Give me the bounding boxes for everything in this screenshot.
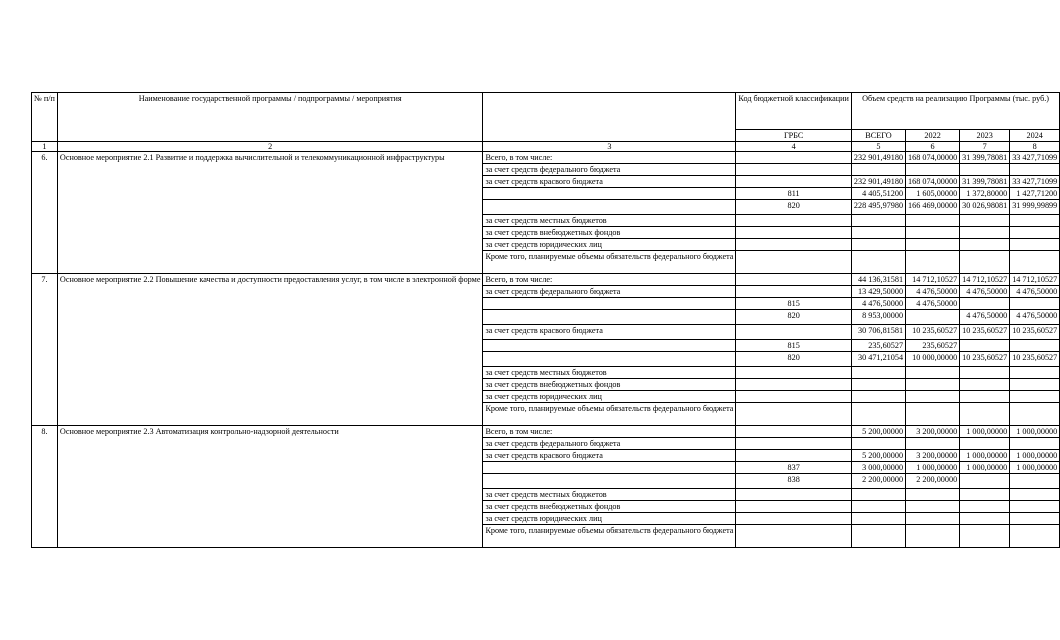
year-2023-cell — [960, 215, 1010, 227]
year-2023-cell — [960, 251, 1010, 274]
year-2024-cell — [1010, 474, 1060, 489]
year-2024-cell — [1010, 340, 1060, 352]
grbs-cell: 811 — [736, 188, 852, 200]
activity-name: Основное мероприятие 2.3 Автоматизация контрольно-надзорной деятельности — [57, 426, 483, 548]
source-cell: за счет средств юридических лиц — [483, 391, 736, 403]
year-2023-cell — [960, 525, 1010, 548]
year-2023-cell — [960, 164, 1010, 176]
source-cell — [483, 340, 736, 352]
year-2022-cell — [906, 513, 960, 525]
year-2023-cell — [960, 474, 1010, 489]
grbs-cell — [736, 286, 852, 298]
source-cell: за счет средств местных бюджетов — [483, 367, 736, 379]
table-row — [32, 274, 1060, 286]
total-cell — [851, 489, 905, 501]
total-cell — [851, 391, 905, 403]
source-cell: Кроме того, планируемые объемы обязательств федерального бюджета — [483, 403, 736, 426]
colnum: 6 — [906, 142, 960, 152]
grbs-cell — [736, 489, 852, 501]
grbs-cell — [736, 426, 852, 438]
grbs-cell — [736, 274, 852, 286]
row-number: 8. — [32, 426, 58, 548]
grbs-cell: 820 — [736, 310, 852, 325]
source-cell: за счет средств внебюджетных фондов — [483, 501, 736, 513]
total-cell — [851, 525, 905, 548]
year-2022-cell — [906, 501, 960, 513]
source-cell — [483, 474, 736, 489]
year-2022-cell — [906, 391, 960, 403]
total-cell — [851, 513, 905, 525]
source-cell: за счет средств местных бюджетов — [483, 489, 736, 501]
year-2022-cell — [906, 239, 960, 251]
year-2023-cell: 1 372,80000 — [960, 188, 1010, 200]
grbs-cell: 820 — [736, 200, 852, 215]
colnum: 1 — [32, 142, 58, 152]
header-year-2023: 2023 — [960, 130, 1010, 142]
grbs-cell — [736, 403, 852, 426]
year-2024-cell — [1010, 438, 1060, 450]
header-total: ВСЕГО — [851, 130, 905, 142]
year-2023-cell — [960, 298, 1010, 310]
colnum: 5 — [851, 142, 905, 152]
total-cell — [851, 367, 905, 379]
year-2024-cell — [1010, 164, 1060, 176]
year-2024-cell: 1 000,00000 — [1010, 426, 1060, 438]
year-2023-cell — [960, 501, 1010, 513]
year-2023-cell: 10 235,60527 — [960, 352, 1010, 367]
header-row — [32, 93, 1060, 130]
column-number-row — [32, 142, 1060, 152]
year-2022-cell: 168 074,00000 — [906, 176, 960, 188]
year-2024-cell — [1010, 379, 1060, 391]
source-cell: за счет средств красвого бюджета — [483, 325, 736, 340]
grbs-cell: 820 — [736, 352, 852, 367]
activity-name: Основное мероприятие 2.1 Развитие и поддержка вычислительной и телекоммуникационной инфраструктуры — [57, 152, 483, 274]
colnum: 3 — [483, 142, 736, 152]
year-2022-cell — [906, 310, 960, 325]
year-2023-cell: 1 000,00000 — [960, 462, 1010, 474]
year-2024-cell: 33 427,71099 — [1010, 152, 1060, 164]
year-2022-cell — [906, 367, 960, 379]
year-2022-cell — [906, 164, 960, 176]
total-cell — [851, 227, 905, 239]
grbs-cell: 815 — [736, 340, 852, 352]
year-2023-cell: 1 000,00000 — [960, 426, 1010, 438]
year-2022-cell: 168 074,00000 — [906, 152, 960, 164]
total-cell: 2 200,00000 — [851, 474, 905, 489]
year-2023-cell: 1 000,00000 — [960, 450, 1010, 462]
source-cell — [483, 200, 736, 215]
total-cell: 30 471,21054 — [851, 352, 905, 367]
year-2023-cell: 4 476,50000 — [960, 310, 1010, 325]
source-cell: за счет средств красвого бюджета — [483, 450, 736, 462]
year-2022-cell: 3 200,00000 — [906, 450, 960, 462]
source-cell — [483, 188, 736, 200]
total-cell: 5 200,00000 — [851, 426, 905, 438]
year-2023-cell — [960, 227, 1010, 239]
total-cell — [851, 215, 905, 227]
header-year-2024: 2024 — [1010, 130, 1060, 142]
grbs-cell — [736, 239, 852, 251]
header-name: Наименование государственной программы / подпрограммы / мероприятия — [57, 93, 483, 142]
total-cell — [851, 251, 905, 274]
year-2023-cell — [960, 367, 1010, 379]
total-cell: 30 706,81581 — [851, 325, 905, 340]
year-2023-cell — [960, 489, 1010, 501]
source-cell — [483, 462, 736, 474]
grbs-cell — [736, 501, 852, 513]
total-cell — [851, 239, 905, 251]
source-cell — [483, 298, 736, 310]
year-2023-cell: 30 026,98081 — [960, 200, 1010, 215]
header-grbs: ГРБС — [736, 130, 852, 142]
total-cell: 8 953,00000 — [851, 310, 905, 325]
activity-name: Основное мероприятие 2.2 Повышение качества и доступности предоставления услуг, в том числе в электронной форме — [57, 274, 483, 426]
total-cell: 232 901,49180 — [851, 176, 905, 188]
grbs-cell — [736, 215, 852, 227]
source-cell: за счет средств внебюджетных фондов — [483, 379, 736, 391]
total-cell: 3 000,00000 — [851, 462, 905, 474]
total-cell — [851, 379, 905, 391]
total-cell: 235,60527 — [851, 340, 905, 352]
table-row — [32, 152, 1060, 164]
total-cell: 4 405,51200 — [851, 188, 905, 200]
year-2023-cell: 31 399,78081 — [960, 152, 1010, 164]
budget-table — [31, 92, 1060, 548]
colnum: 7 — [960, 142, 1010, 152]
grbs-cell — [736, 367, 852, 379]
year-2024-cell: 10 235,60527 — [1010, 325, 1060, 340]
total-cell: 44 136,31581 — [851, 274, 905, 286]
year-2022-cell: 14 712,10527 — [906, 274, 960, 286]
grbs-cell — [736, 438, 852, 450]
year-2024-cell — [1010, 501, 1060, 513]
year-2023-cell — [960, 438, 1010, 450]
year-2022-cell — [906, 227, 960, 239]
grbs-cell — [736, 525, 852, 548]
year-2022-cell: 4 476,50000 — [906, 286, 960, 298]
total-cell — [851, 164, 905, 176]
year-2024-cell — [1010, 215, 1060, 227]
source-cell: за счет средств федерального бюджета — [483, 438, 736, 450]
year-2024-cell: 1 000,00000 — [1010, 462, 1060, 474]
total-cell — [851, 501, 905, 513]
grbs-cell — [736, 227, 852, 239]
source-cell: за счет средств юридических лиц — [483, 239, 736, 251]
source-cell: за счет средств федерального бюджета — [483, 164, 736, 176]
row-number: 6. — [32, 152, 58, 274]
colnum: 2 — [57, 142, 483, 152]
year-2022-cell: 1 000,00000 — [906, 462, 960, 474]
total-cell: 4 476,50000 — [851, 298, 905, 310]
year-2024-cell — [1010, 298, 1060, 310]
header-volume: Объем средств на реализацию Программы (тыс. руб.) — [851, 93, 1059, 130]
total-cell — [851, 403, 905, 426]
year-2022-cell — [906, 215, 960, 227]
year-2022-cell: 2 200,00000 — [906, 474, 960, 489]
year-2022-cell: 1 605,00000 — [906, 188, 960, 200]
year-2024-cell: 4 476,50000 — [1010, 286, 1060, 298]
year-2024-cell: 1 000,00000 — [1010, 450, 1060, 462]
year-2024-cell — [1010, 367, 1060, 379]
total-cell: 5 200,00000 — [851, 450, 905, 462]
header-num: № п/п — [32, 93, 58, 142]
year-2024-cell: 14 712,10527 — [1010, 274, 1060, 286]
source-cell: Кроме того, планируемые объемы обязательств федерального бюджета — [483, 525, 736, 548]
grbs-cell: 837 — [736, 462, 852, 474]
grbs-cell — [736, 379, 852, 391]
year-2024-cell: 10 235,60527 — [1010, 352, 1060, 367]
grbs-cell: 838 — [736, 474, 852, 489]
year-2024-cell — [1010, 403, 1060, 426]
source-cell: за счет средств местных бюджетов — [483, 215, 736, 227]
source-cell: Всего, в том числе: — [483, 274, 736, 286]
year-2023-cell — [960, 513, 1010, 525]
year-2024-cell — [1010, 489, 1060, 501]
year-2022-cell: 235,60527 — [906, 340, 960, 352]
grbs-cell — [736, 164, 852, 176]
colnum: 8 — [1010, 142, 1060, 152]
year-2023-cell — [960, 340, 1010, 352]
year-2024-cell — [1010, 251, 1060, 274]
source-cell: за счет средств внебюджетных фондов — [483, 227, 736, 239]
year-2022-cell: 10 000,00000 — [906, 352, 960, 367]
year-2022-cell — [906, 438, 960, 450]
row-number: 7. — [32, 274, 58, 426]
year-2022-cell: 3 200,00000 — [906, 426, 960, 438]
year-2023-cell — [960, 239, 1010, 251]
grbs-cell — [736, 391, 852, 403]
source-cell: за счет средств красвого бюджета — [483, 176, 736, 188]
colnum: 4 — [736, 142, 852, 152]
year-2023-cell: 14 712,10527 — [960, 274, 1010, 286]
header-source-empty — [483, 93, 736, 142]
source-cell: Всего, в том числе: — [483, 152, 736, 164]
source-cell — [483, 352, 736, 367]
source-cell — [483, 310, 736, 325]
year-2024-cell: 4 476,50000 — [1010, 310, 1060, 325]
source-cell: за счет средств юридических лиц — [483, 513, 736, 525]
year-2022-cell: 4 476,50000 — [906, 298, 960, 310]
year-2023-cell — [960, 391, 1010, 403]
year-2023-cell — [960, 379, 1010, 391]
total-cell — [851, 438, 905, 450]
grbs-cell — [736, 251, 852, 274]
source-cell: за счет средств федерального бюджета — [483, 286, 736, 298]
table-row — [32, 426, 1060, 438]
year-2024-cell — [1010, 227, 1060, 239]
year-2022-cell: 10 235,60527 — [906, 325, 960, 340]
year-2023-cell: 10 235,60527 — [960, 325, 1010, 340]
year-2022-cell: 166 469,00000 — [906, 200, 960, 215]
year-2024-cell — [1010, 513, 1060, 525]
year-2024-cell: 1 427,71200 — [1010, 188, 1060, 200]
grbs-cell — [736, 513, 852, 525]
year-2024-cell — [1010, 391, 1060, 403]
grbs-cell — [736, 325, 852, 340]
year-2022-cell — [906, 403, 960, 426]
year-2022-cell — [906, 525, 960, 548]
header-code: Код бюджетной классификации — [736, 93, 852, 130]
source-cell: Кроме того, планируемые объемы обязательств федерального бюджета — [483, 251, 736, 274]
total-cell: 13 429,50000 — [851, 286, 905, 298]
year-2023-cell: 4 476,50000 — [960, 286, 1010, 298]
year-2022-cell — [906, 489, 960, 501]
grbs-cell: 815 — [736, 298, 852, 310]
year-2024-cell — [1010, 239, 1060, 251]
year-2024-cell: 33 427,71099 — [1010, 176, 1060, 188]
total-cell: 232 901,49180 — [851, 152, 905, 164]
total-cell: 228 495,97980 — [851, 200, 905, 215]
year-2022-cell — [906, 379, 960, 391]
grbs-cell — [736, 450, 852, 462]
year-2022-cell — [906, 251, 960, 274]
header-year-2022: 2022 — [906, 130, 960, 142]
year-2024-cell — [1010, 525, 1060, 548]
grbs-cell — [736, 152, 852, 164]
year-2024-cell: 31 999,99899 — [1010, 200, 1060, 215]
source-cell: Всего, в том числе: — [483, 426, 736, 438]
year-2023-cell — [960, 403, 1010, 426]
grbs-cell — [736, 176, 852, 188]
year-2023-cell: 31 399,78081 — [960, 176, 1010, 188]
